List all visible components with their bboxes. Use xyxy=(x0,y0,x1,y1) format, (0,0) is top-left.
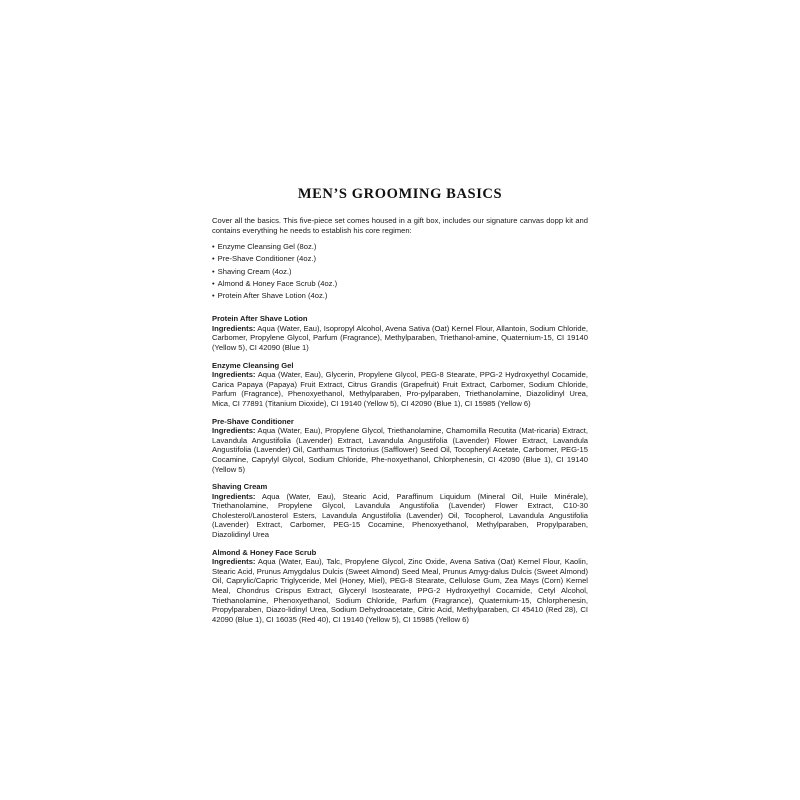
ingredients-list: Aqua (Water, Eau), Stearic Acid, Paraffinum Liquidum (Mineral Oil, Huile Minérale), Triethanolamine, Propylene Glycol, Lavandula Angustifolia (Lavender) Flower Extract, C10-30 Cholesterol/Lanosterol Esters, Lavandula Angustifolia (Lavender) Oil, Tocopherol, Lavandula Angustifolia (Lavender) Extract, Carbomer, PEG-15 Cocamine, Phenoxyethanol, Methylparaben, Propylparaben, Diazolidinyl Urea xyxy=(212,491,588,540)
section-title: Pre-Shave Conditioner xyxy=(212,416,294,426)
ingredients-text xyxy=(212,557,588,624)
list-item xyxy=(212,266,588,278)
intro-paragraph: Cover all the basics. This five-piece set comes housed in a gift box, includes our signature canvas dopp kit and contains everything he needs to establish his core regimen: xyxy=(212,216,588,235)
bullet-icon: • xyxy=(212,242,215,252)
list-item-label: Pre-Shave Conditioner (4oz.) xyxy=(217,254,317,264)
section-title: Enzyme Cleansing Gel xyxy=(212,360,294,370)
ingredients-label: Ingredients: xyxy=(212,370,256,380)
ingredients-list: Aqua (Water, Eau), Isopropyl Alcohol, Avena Sativa (Oat) Kernel Flour, Allantoin, Sodium Chloride, Carbomer, Propylene Glycol, Parfum (Fragrance), Methylparaben, Triethanol-amine, Quaternium-15, CI 19140 (Yellow 5), CI 42090 (Blue 1) xyxy=(212,323,588,352)
ingredients-text xyxy=(212,370,588,408)
list-item xyxy=(212,278,588,290)
bullet-icon: • xyxy=(212,291,215,300)
ingredients-section-face-scrub xyxy=(212,548,588,625)
page-title: MEN’S GROOMING BASICS xyxy=(297,186,503,202)
list-item xyxy=(212,241,588,253)
list-item xyxy=(212,290,588,302)
ingredients-list: Aqua (Water, Eau), Glycerin, Propylene Glycol, PEG-8 Stearate, PPG-2 Hydroxyethyl Cocamide, Carica Papaya (Papaya) Fruit Extract, Citrus Grandis (Grapefruit) Fruit Extract, Carbomer, Sodium Chloride, Parfum (Fragrance), Phenoxyethanol, Methylparaben, Pro-pylparaben, Triethanolamine, Diazolidinyl Urea, Mica, CI 77891 (Titanium Dioxide), CI 19140 (Yellow 5), CI 42090 (Blue 1), CI 15985 (Yellow 6) xyxy=(212,370,588,408)
list-item-label: Almond & Honey Face Scrub (4oz.) xyxy=(217,278,338,288)
ingredients-list: Aqua (Water, Eau), Talc, Propylene Glycol, Zinc Oxide, Avena Sativa (Oat) Kernel Flour, Kaolin, Stearic Acid, Prunus Amygdalus Dulcis (Sweet Almond) Seed Meal, Prunus Amyg-dalus Dulcis (Sweet Almond) Oil, Caprylic/Capric Triglyceride, Mel (Honey, Miel), PEG-8 Stearate, Cellulose Gum, Zea Mays (Corn) Kernel Meal, Chondrus Crispus Extract, Glyceryl Isostearate, PPG-2 Hydroxyethyl Cocamide, Cetyl Alcohol, Triethanolamine, Phenoxyethanol, Sodium Chloride, Parfum (Fragrance), Quaternium-15, Chlorphenesin, Propylparaben, Diazo-lidinyl Urea, Sodium Dehydroacetate, Citric Acid, Methylparaben, CI 45410 (Red 28), CI 42090 (Blue 1), CI 16035 (Red 40), CI 19140 (Yellow 5), CI 15985 (Yellow 6) xyxy=(212,557,588,624)
product-info-panel xyxy=(212,186,588,632)
ingredients-text xyxy=(212,492,588,540)
list-item xyxy=(212,253,588,265)
ingredients-section-after-shave-lotion xyxy=(212,314,588,352)
ingredients-label: Ingredients: xyxy=(212,557,256,567)
bullet-icon: • xyxy=(212,278,215,288)
list-item-label: Enzyme Cleansing Gel (8oz.) xyxy=(217,242,317,252)
ingredients-text xyxy=(212,324,588,353)
ingredients-section-cleansing-gel xyxy=(212,361,588,409)
bullet-icon: • xyxy=(212,254,215,264)
ingredients-list: Aqua (Water, Eau), Propylene Glycol, Triethanolamine, Chamomilla Recutita (Mat-ricaria) Extract, Lavandula Angustifolia (Lavender) Extract, Lavandula Angustifolia (Lavender) Flower Extract, Lavandula Angustifolia (Lavender) Oil, Carthamus Tinctorius (Safflower) Seed Oil, Tocopheryl Acetate, Carbomer, PEG-15 Cocamine, Caprylyl Glycol, Sodium Chloride, Phe-noxyethanol, Chlorphenesin, CI 42090 (Blue 1), CI 19140 (Yellow 5) xyxy=(212,426,588,474)
list-item-label: Shaving Cream (4oz.) xyxy=(217,266,292,276)
section-title: Protein After Shave Lotion xyxy=(212,314,308,324)
list-item-label: Protein After Shave Lotion (4oz.) xyxy=(217,291,328,300)
bullet-icon: • xyxy=(212,266,215,276)
ingredients-label: Ingredients: xyxy=(212,323,256,333)
ingredients-label: Ingredients: xyxy=(212,491,256,501)
ingredients-section-pre-shave-conditioner xyxy=(212,417,588,475)
product-list xyxy=(212,241,588,302)
ingredients-label: Ingredients: xyxy=(212,426,256,436)
ingredients-section-shaving-cream xyxy=(212,482,588,540)
section-title: Almond & Honey Face Scrub xyxy=(212,547,317,557)
ingredients-text xyxy=(212,426,588,474)
section-title: Shaving Cream xyxy=(212,482,268,492)
